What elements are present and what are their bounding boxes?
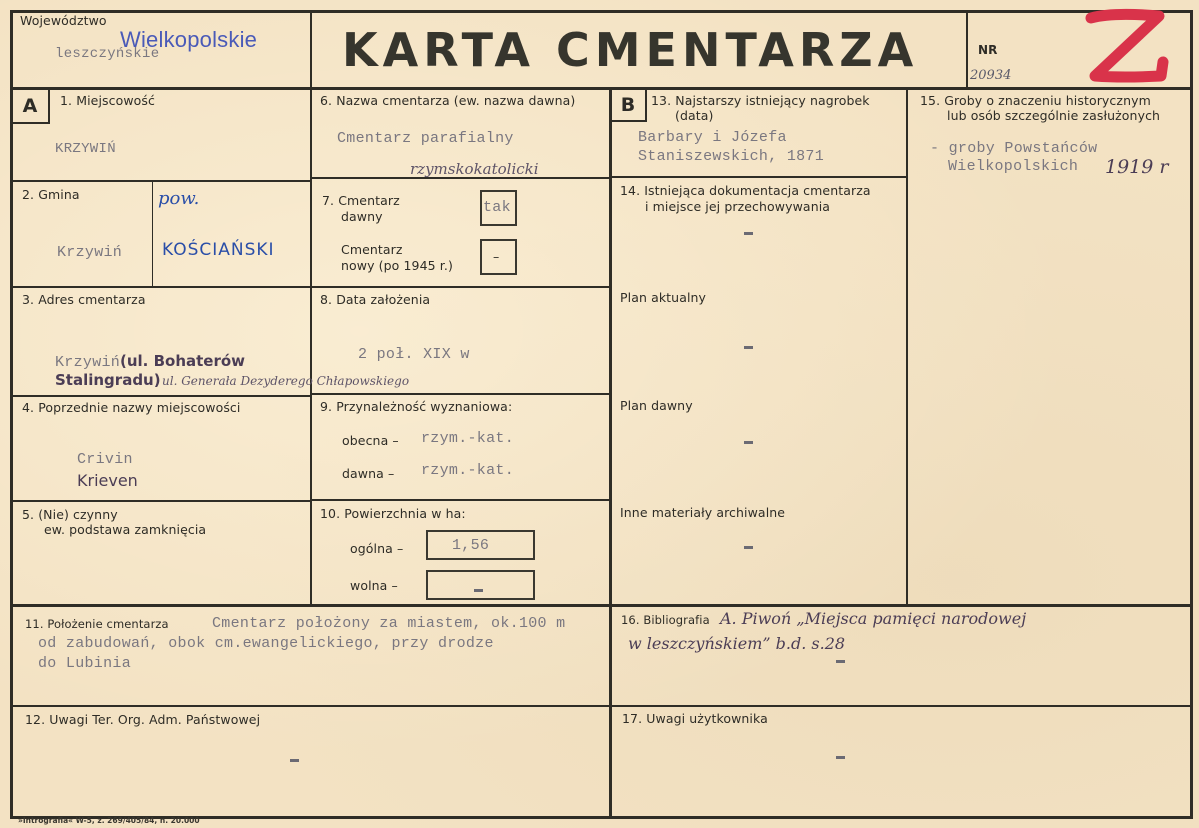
row-line-bottom-2 <box>10 705 1193 707</box>
field-10-wolna-dash <box>474 589 483 592</box>
field-7-dawny-label-line-1: 7. Cmentarz <box>322 193 400 208</box>
field-4-typed-value: Crivin <box>77 451 133 468</box>
field-15-value-line-1: - groby Powstańców <box>930 140 1098 157</box>
wojewodztwo-label: Województwo <box>20 13 107 28</box>
field-15-hand-year: 1919 r <box>1105 156 1169 178</box>
field-1-value: KRZYWIŃ <box>55 141 116 157</box>
field-5-label-line-1: 5. (Nie) czynny <box>22 507 118 522</box>
row-line-b1 <box>609 176 907 178</box>
field-16-hand-line-1: A. Piwoń „Miejsca pamięci narodowej <box>720 609 1027 628</box>
col-divider-a <box>310 88 312 606</box>
field-3-hand-line-1: (ul. Bohaterów <box>120 352 246 370</box>
field-12-dash <box>290 759 299 762</box>
plan-dawny-label: Plan dawny <box>620 398 693 413</box>
field-11-value-line-2: od zabudowań, obok cm.ewangelickiego, przy drodze <box>38 635 494 652</box>
field-1-label: 1. Miejscowość <box>60 93 156 108</box>
field-10-wolna-label: wolna – <box>350 578 398 593</box>
field-2-label: 2. Gmina <box>22 187 80 202</box>
plan-aktualny-label: Plan aktualny <box>620 290 707 305</box>
field-3-hand-line-2: Stalingradu) <box>55 371 161 389</box>
page-title: KARTA CMENTARZA <box>342 23 919 77</box>
field-8-label: 8. Data założenia <box>320 292 431 307</box>
field-6-label: 6. Nazwa cmentarza (ew. nazwa dawna) <box>320 93 576 108</box>
col-divider-b <box>609 88 612 818</box>
field-8-value: 2 poł. XIX w <box>358 346 470 363</box>
field-7-nowy-value: – <box>493 249 500 264</box>
frame-right <box>1190 10 1193 819</box>
field-11-value-line-3: do Lubinia <box>38 655 132 672</box>
field-7-dawny-value: tak <box>483 199 511 216</box>
field-9-obecna-label: obecna – <box>342 433 399 448</box>
section-b-marker: B <box>609 88 647 122</box>
nr-handwritten-value: 20934 <box>970 68 1012 83</box>
field-10-ogolna-value: 1,56 <box>452 537 490 554</box>
field-14-label-line-2: i miejsce jej przechowywania <box>645 199 831 214</box>
field-3-label: 3. Adres cmentarza <box>22 292 146 307</box>
gmina-inner-divider <box>152 180 153 286</box>
field-3-typed-value: Krzywiń <box>55 354 121 371</box>
field-4-hand-value: Krieven <box>77 471 138 490</box>
field-7-nowy-label-line-1: Cmentarz <box>341 242 403 257</box>
field-15-value-line-2: Wielkopolskich <box>948 158 1079 175</box>
field-9-dawna-value: rzym.-kat. <box>421 462 515 479</box>
field-15-label-line-1: 15. Groby o znaczeniu historycznym <box>920 93 1151 108</box>
printer-imprint: »Intrografia« W-5, z. 269/405/84, n. 20.000 <box>18 816 200 825</box>
row-line-a4 <box>10 500 310 502</box>
field-16-label: 16. Bibliografia <box>621 613 710 627</box>
row-line-m2 <box>310 286 610 288</box>
inne-materialy-dash <box>744 546 753 549</box>
field-14-dash <box>744 232 753 235</box>
field-10-label: 10. Powierzchnia w ha: <box>320 506 466 521</box>
field-17-dash <box>836 756 845 759</box>
field-13-label-line-1: 13. Najstarszy istniejący nagrobek <box>651 93 870 108</box>
field-11-value-line-1: Cmentarz położony za miastem, ok.100 m <box>212 615 566 632</box>
field-5-label-line-2: ew. podstawa zamknięcia <box>44 522 207 537</box>
row-line-a3 <box>10 395 310 397</box>
field-14-label-line-1: 14. Istniejąca dokumentacja cmentarza <box>620 183 871 198</box>
field-9-obecna-value: rzym.-kat. <box>421 430 515 447</box>
field-4-label: 4. Poprzednie nazwy miejscowości <box>22 400 241 415</box>
field-6-typed-value: Cmentarz parafialny <box>337 130 514 147</box>
field-7-dawny-label-line-2: dawny <box>341 209 383 224</box>
plan-dawny-dash <box>744 441 753 444</box>
row-line-m3 <box>310 393 610 395</box>
field-13-label-line-2: (data) <box>675 108 714 123</box>
field-7-nowy-label-line-2: nowy (po 1945 r.) <box>341 258 453 273</box>
plan-aktualny-dash <box>744 346 753 349</box>
field-2-hand-note-top: pow. <box>158 188 200 209</box>
header-divider-2 <box>966 10 968 88</box>
field-9-label: 9. Przynależność wyznaniowa: <box>320 399 513 414</box>
row-line-a1 <box>10 180 310 182</box>
header-bottom-line <box>10 87 1193 90</box>
field-10-ogolna-label: ogólna – <box>350 541 404 556</box>
field-2-value: Krzywiń <box>57 244 123 261</box>
col-divider-c <box>906 88 908 606</box>
inne-materialy-label: Inne materiały archiwalne <box>620 505 786 520</box>
row-line-m4 <box>310 499 610 501</box>
red-z-mark-icon <box>1083 6 1173 86</box>
frame-left <box>10 10 13 819</box>
field-3-hand-line-2-note: ul. Generała Dezyderego Chłapowskiego <box>162 374 410 388</box>
frame-top <box>10 10 1193 13</box>
wojewodztwo-stamp: Wielkopolskie <box>120 27 258 52</box>
field-2-hand-note-value: KOŚCIAŃSKI <box>162 240 275 260</box>
field-11-label: 11. Położenie cmentarza <box>25 617 169 631</box>
field-16-hand-line-2: w leszczyńskiem” b.d. s.28 <box>628 634 846 653</box>
field-6-hand-value: rzymskokatolicki <box>410 160 539 178</box>
field-16-dash <box>836 660 845 663</box>
field-12-label: 12. Uwagi Ter. Org. Adm. Państwowej <box>25 712 261 727</box>
field-15-label-line-2: lub osób szczególnie zasłużonych <box>947 108 1161 123</box>
section-a-marker: A <box>10 88 50 124</box>
row-line-bottom-1 <box>10 604 1193 607</box>
nr-label: NR <box>978 43 998 57</box>
field-13-value-line-2: Staniszewskich, 1871 <box>638 148 825 165</box>
field-10-wolna-box[interactable] <box>426 570 535 600</box>
wojewodztwo-typed-value: leszczyńskie <box>55 46 160 62</box>
header-divider-1 <box>310 10 312 88</box>
field-17-label: 17. Uwagi użytkownika <box>622 711 768 726</box>
field-13-value-line-1: Barbary i Józefa <box>638 129 787 146</box>
row-line-a2 <box>10 286 310 288</box>
field-9-dawna-label: dawna – <box>342 466 395 481</box>
